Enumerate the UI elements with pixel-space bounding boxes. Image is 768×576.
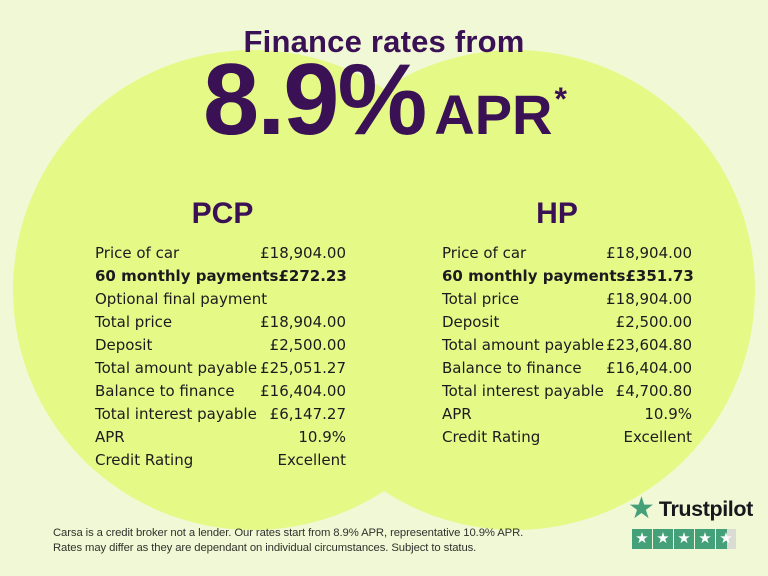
row-label: Price of car (442, 243, 527, 262)
rating-star-icon (653, 529, 673, 549)
table-row (95, 264, 346, 287)
rating-star-icon (632, 529, 652, 549)
pcp-column-title: PCP (191, 197, 254, 230)
row-label: Total amount payable (442, 335, 605, 354)
row-label: Credit Rating (442, 427, 541, 446)
row-label: Price of car (95, 243, 180, 262)
row-label: Balance to finance (95, 381, 235, 400)
row-label: Optional final payment (95, 289, 268, 308)
row-label: APR (95, 427, 125, 446)
page-title: Finance rates from (243, 24, 525, 59)
apr-text: APR (434, 83, 553, 146)
row-value: £2,500.00 (269, 335, 346, 354)
table-row (95, 425, 346, 448)
row-value: £16,404.00 (606, 358, 692, 377)
pcp-table (95, 241, 346, 471)
asterisk: * (554, 81, 567, 117)
row-label: Total amount payable (95, 358, 258, 377)
disclaimer (53, 526, 523, 555)
apr-label (434, 81, 567, 146)
row-value: 10.9% (298, 427, 346, 446)
row-label: Total price (95, 312, 173, 331)
row-label: APR (442, 404, 472, 423)
row-value: £272.23 (278, 266, 347, 285)
row-value: £2,500.00 (615, 312, 692, 331)
row-value: £18,904.00 (260, 243, 346, 262)
trustpilot-logo (628, 495, 753, 523)
table-row (95, 379, 346, 402)
row-value: £6,147.27 (269, 404, 346, 423)
row-value: 10.9% (644, 404, 692, 423)
hp-table (442, 241, 692, 448)
table-row (95, 356, 346, 379)
row-label: Balance to finance (442, 358, 582, 377)
hp-column-title: HP (536, 197, 578, 230)
rating-half-star-icon (716, 529, 736, 549)
row-value: £4,700.80 (615, 381, 692, 400)
table-row (442, 287, 692, 310)
table-row (95, 241, 346, 264)
table-row (442, 310, 692, 333)
row-label: 60 monthly payments (442, 266, 626, 285)
table-row (95, 287, 346, 310)
row-label: Total price (442, 289, 520, 308)
rating-star-icon (695, 529, 715, 549)
row-value: £16,404.00 (260, 381, 346, 400)
table-row (442, 356, 692, 379)
rating-star-icon (674, 529, 694, 549)
row-label: Total interest payable (95, 404, 257, 423)
table-row (442, 379, 692, 402)
trustpilot-rating (632, 529, 736, 549)
trustpilot-brand: Trustpilot (658, 496, 753, 521)
row-value: £351.73 (625, 266, 694, 285)
row-value: £18,904.00 (606, 243, 692, 262)
table-row (442, 333, 692, 356)
row-value: £23,604.80 (606, 335, 692, 354)
table-row (442, 241, 692, 264)
table-row (442, 402, 692, 425)
table-row (95, 402, 346, 425)
headline-rate (0, 44, 768, 156)
row-value: £18,904.00 (260, 312, 346, 331)
row-label: Credit Rating (95, 450, 194, 469)
rate-value: 8.9% (203, 44, 426, 156)
row-label: 60 monthly payments (95, 266, 279, 285)
table-row (442, 425, 692, 448)
table-row (95, 448, 346, 471)
row-value: Excellent (277, 450, 346, 469)
row-label: Deposit (442, 312, 500, 331)
table-row (95, 333, 346, 356)
table-row (442, 264, 692, 287)
trustpilot-star-icon (628, 495, 655, 523)
disclaimer-line-1: Carsa is a credit broker not a lender. Our rates start from 8.9% APR, representative 10.9% APR. (53, 527, 524, 539)
row-label: Deposit (95, 335, 153, 354)
table-row (95, 310, 346, 333)
row-label: Total interest payable (442, 381, 604, 400)
row-value: £18,904.00 (606, 289, 692, 308)
row-value: Excellent (623, 427, 692, 446)
row-value: £25,051.27 (260, 358, 346, 377)
disclaimer-line-2: Rates may differ as they are dependant on individual circumstances. Subject to status. (53, 541, 477, 554)
